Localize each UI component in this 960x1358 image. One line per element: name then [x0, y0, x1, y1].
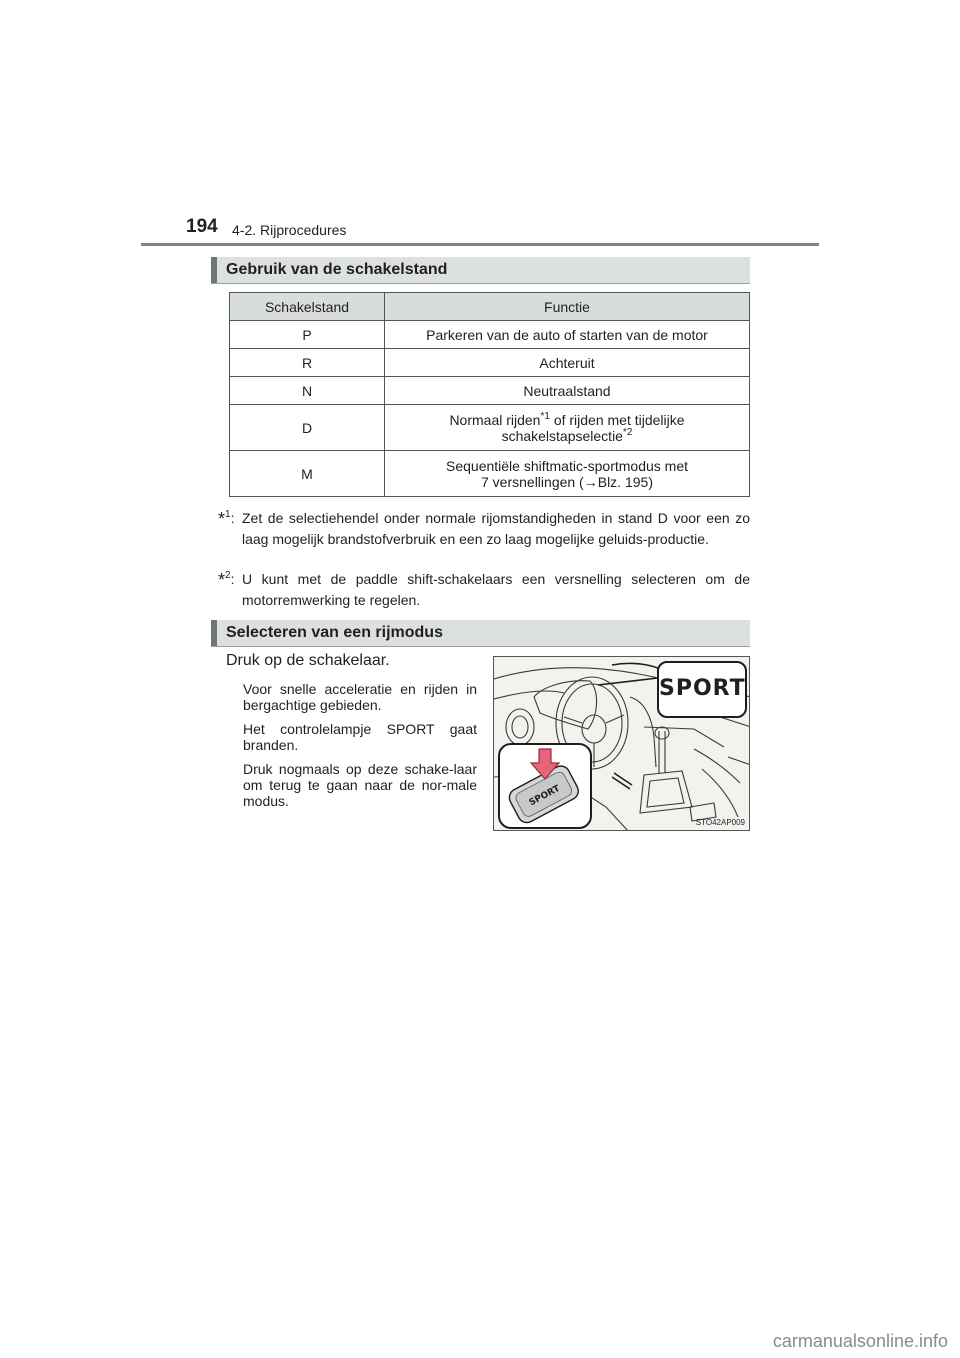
- page-reference-link[interactable]: Blz. 195): [597, 473, 653, 490]
- section-heading-text: Gebruik van de schakelstand: [226, 261, 448, 278]
- section-heading-shift-positions: [211, 257, 750, 284]
- shift-position-cell: M: [230, 451, 385, 497]
- shift-position-cell: P: [230, 321, 385, 349]
- function-text: 7 versnellingen (: [481, 473, 584, 490]
- sport-indicator-callout: SPORT: [657, 661, 747, 718]
- page-number: 194: [186, 216, 218, 237]
- function-cell: [385, 405, 750, 451]
- page-header: [0, 0, 960, 246]
- footnote-text: Zet de selectiehendel onder normale rijomstandigheden in stand D voor een zo laag mogelijk brandstofverbruik en een zo laag mogelijke geluids-productie.: [242, 510, 750, 547]
- function-cell: Parkeren van de auto of starten van de motor: [385, 321, 750, 349]
- watermark: carmanualsonline.info: [772, 1331, 948, 1351]
- section-heading-text: Selecteren van een rijmodus: [226, 624, 443, 641]
- footnote-ref: *1: [540, 410, 550, 422]
- section-heading-drive-mode: [211, 620, 750, 647]
- footnote-2: [218, 569, 750, 611]
- header-rule: [141, 243, 819, 246]
- table-header-row: [230, 293, 750, 321]
- table-row: [230, 321, 750, 349]
- arrow-icon: →: [583, 473, 598, 490]
- footnote-1: [218, 508, 750, 550]
- footnote-text: U kunt met de paddle shift-schakelaars een versnelling selecteren om de motorremwerking te regelen.: [242, 571, 750, 608]
- running-section-title: 4-2. Rijprocedures: [232, 222, 347, 238]
- shift-position-table: [229, 292, 750, 497]
- footnote-marker: *$^1$:: [218, 509, 235, 529]
- function-cell: [385, 451, 750, 497]
- switch-label: SPORT: [527, 783, 562, 809]
- column-header: Functie: [385, 293, 750, 321]
- table-row: [230, 405, 750, 451]
- shift-position-cell: D: [230, 405, 385, 451]
- function-cell: Achteruit: [385, 349, 750, 377]
- instruction-paragraph: Druk nogmaals op deze schake-laar om terug te gaan naar de nor-male modus.: [243, 761, 477, 809]
- function-cell: Neutraalstand: [385, 377, 750, 405]
- table-row: [230, 349, 750, 377]
- footnote-marker: *$^2$:: [218, 570, 235, 590]
- column-header: Schakelstand: [230, 293, 385, 321]
- instruction-paragraph: Het controlelampje SPORT gaat branden.: [243, 721, 477, 753]
- sport-switch-illustration: [493, 656, 750, 831]
- table-row: [230, 451, 750, 497]
- function-text: of rijden met tijdelijke: [549, 411, 685, 428]
- function-text: Sequentiële shiftmatic-sportmodus met: [446, 457, 688, 474]
- function-text: schakelstapselectie: [501, 427, 623, 444]
- shift-position-cell: N: [230, 377, 385, 405]
- table-row: [230, 377, 750, 405]
- shift-position-cell: R: [230, 349, 385, 377]
- function-text: Normaal rijden: [449, 411, 541, 428]
- footnote-ref: *2: [622, 426, 633, 438]
- instruction-lead: Druk op de schakelaar.: [226, 652, 390, 669]
- instruction-paragraph: Voor snelle acceleratie en rijden in bergachtige gebieden.: [243, 681, 477, 713]
- figure-code: STO42AP009: [695, 818, 745, 827]
